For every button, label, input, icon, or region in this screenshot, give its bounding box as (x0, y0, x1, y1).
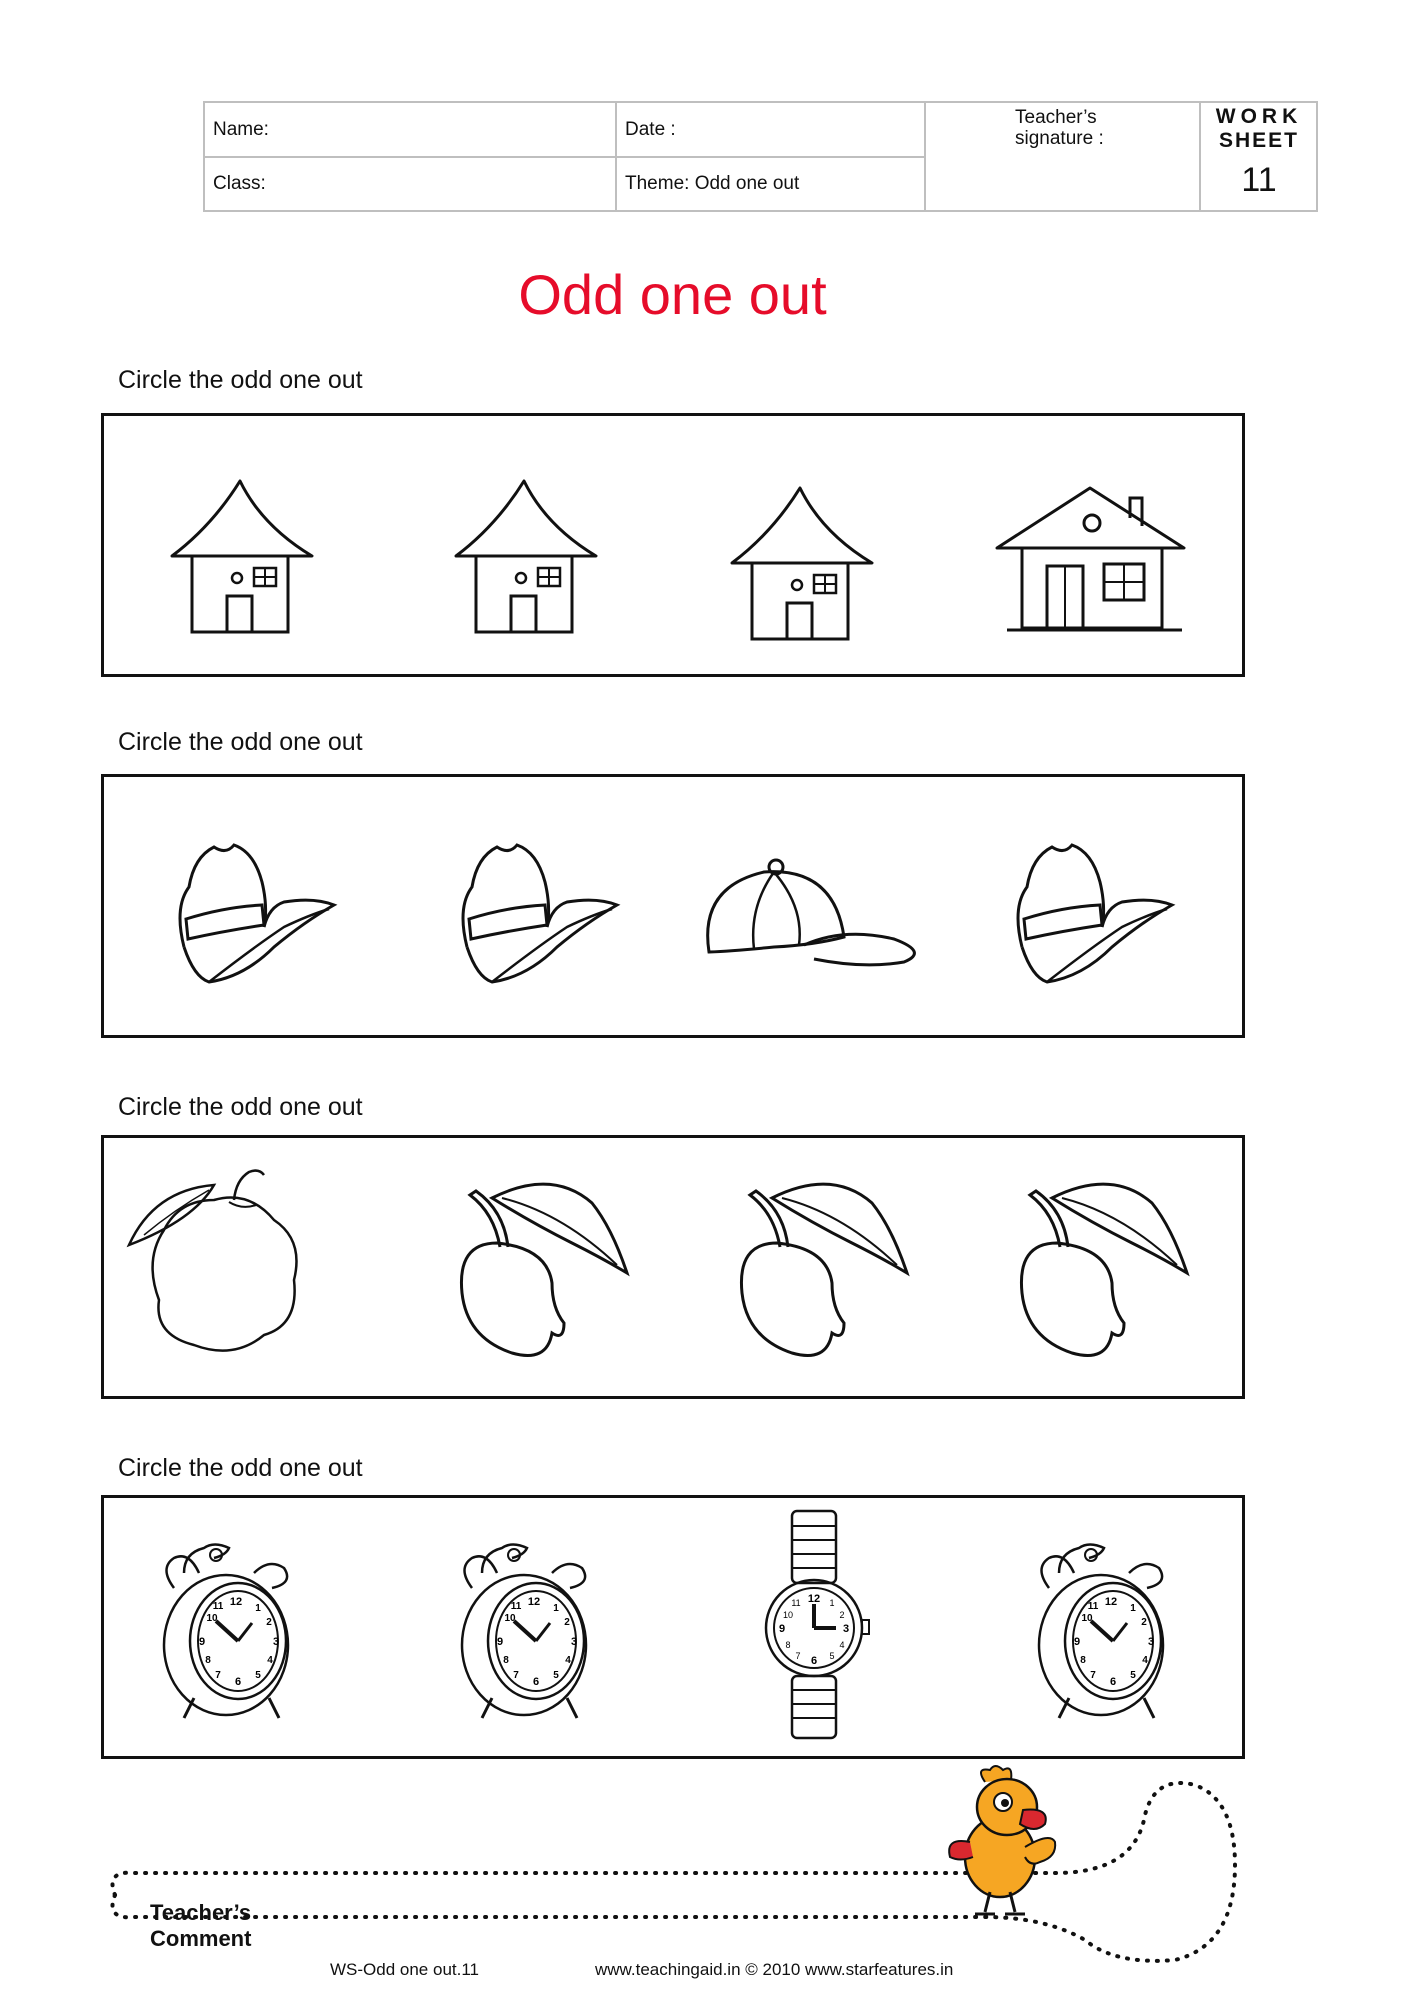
footer-code: WS-Odd one out.11 (330, 1960, 479, 1979)
mango-icon[interactable] (1012, 1173, 1197, 1373)
wristwatch-icon[interactable] (754, 1506, 879, 1746)
house-with-chimney-icon[interactable] (992, 468, 1192, 638)
house-icon[interactable] (446, 471, 606, 641)
teacher-comment-line2: Comment (150, 1926, 252, 1951)
worksheet-header (203, 101, 1318, 212)
footer-site: www.teachingaid.in © 2010 www.starfeatures.in (595, 1960, 954, 1979)
house-icon[interactable] (722, 478, 882, 648)
instruction-2: Circle the odd one out (118, 728, 363, 756)
page-title: Odd one out (518, 263, 827, 326)
exercise-box-hats (101, 774, 1245, 1038)
class-field[interactable]: Class: (213, 173, 266, 194)
name-field[interactable]: Name: (213, 119, 269, 140)
exercise-box-houses (101, 413, 1245, 677)
hat-icon[interactable] (447, 827, 627, 997)
worksheet-label-line2: SHEET (1218, 129, 1299, 152)
teacher-comment-line1: Teacher’s (150, 1900, 252, 1925)
theme-label: Theme: Odd one out (625, 173, 800, 194)
worksheet-label-line1: WORK (1215, 105, 1303, 128)
alarm-clock-icon[interactable] (452, 1533, 602, 1728)
teacher-comment-area[interactable] (95, 1755, 1265, 1980)
teacher-comment-label (150, 1900, 251, 1952)
hat-icon[interactable] (164, 827, 344, 997)
teacher-signature-line1: Teacher’s (1015, 107, 1097, 128)
instruction-1: Circle the odd one out (118, 366, 363, 394)
cap-icon[interactable] (694, 827, 934, 997)
alarm-clock-icon[interactable] (1029, 1533, 1179, 1728)
hat-icon[interactable] (1002, 827, 1182, 997)
teacher-signature-label (1015, 107, 1104, 149)
worksheet-number: 11 (1241, 161, 1277, 199)
bird-mascot-icon (945, 1762, 1085, 1927)
mango-icon[interactable] (452, 1173, 637, 1373)
exercise-box-clocks (101, 1495, 1245, 1759)
mango-icon[interactable] (732, 1173, 917, 1373)
instruction-3: Circle the odd one out (118, 1093, 363, 1121)
orange-icon[interactable] (124, 1160, 309, 1365)
house-icon[interactable] (162, 471, 322, 641)
exercise-box-fruits (101, 1135, 1245, 1399)
instruction-4: Circle the odd one out (118, 1454, 363, 1482)
teacher-signature-line2: signature : (1015, 128, 1104, 149)
alarm-clock-icon[interactable] (154, 1533, 304, 1728)
date-field[interactable]: Date : (625, 119, 676, 140)
